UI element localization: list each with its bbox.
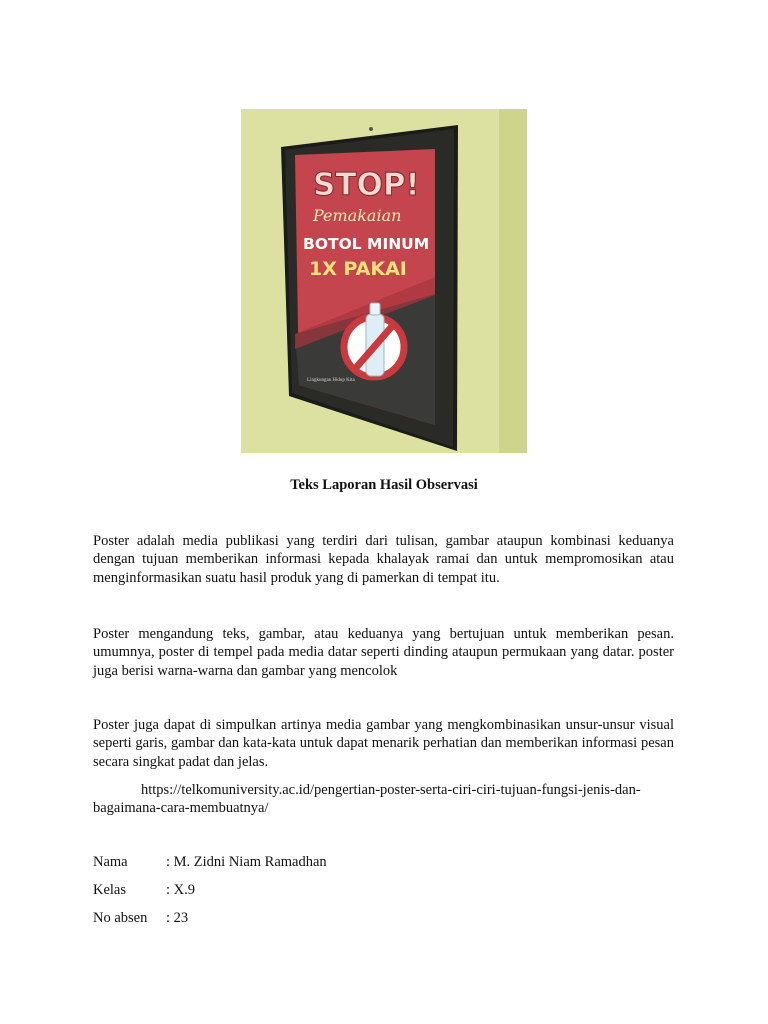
absen-label: No absen [93,910,148,926]
name-label: Nama [93,854,128,870]
poster-headline: STOP! [313,167,420,203]
class-label: Kelas [93,882,127,898]
document-title: Teks Laporan Hasil Observasi [290,477,478,493]
class-value: : X.9 [166,882,195,898]
student-absen-row [93,910,188,927]
poster-line1: Pemakaian [313,206,402,225]
paragraph-3: Poster juga dapat di simpulkan artinya media gambar yang mengkombinasikan unsur-unsur visual seperti garis, gambar dan kata-kata untuk dapat menarik perhatian dan memberikan informasi pesan secara singkat padat dan jelas. [93,717,674,770]
paragraph-1: Poster adalah media publikasi yang terdiri dari tulisan, gambar ataupun kombinasi keduanya dengan tujuan memberikan informasi kepada khalayak ramai dan untuk mempromosikan atau menginformasikan suatu hasil produk yang di pamerkan di tempat itu. [93,533,674,586]
name-value: : M. Zidni Niam Ramadhan [166,854,327,870]
student-name-row [93,854,327,871]
source-url: https://telkomuniversity.ac.id/pengertian-poster-serta-ciri-ciri-tujuan-fungsi-jenis-dan-bagaimana-cara-membuatnya/ [93,782,641,817]
poster-footer: Lingkungan Hidup Kita [307,378,355,383]
poster-line2: BOTOL MINUM [303,235,430,253]
poster-line3: 1X PAKAI [309,258,407,280]
paragraph-2: Poster mengandung teks, gambar, atau keduanya yang bertujuan untuk memberikan pesan. umumnya, poster di tempel pada media datar seperti dinding ataupun permukaan yang datar. poster juga berisi warna-warna dan gambar yang mencolok [93,626,674,679]
student-class-row [93,882,195,899]
absen-value: : 23 [166,910,189,926]
poster-photo [241,109,527,453]
